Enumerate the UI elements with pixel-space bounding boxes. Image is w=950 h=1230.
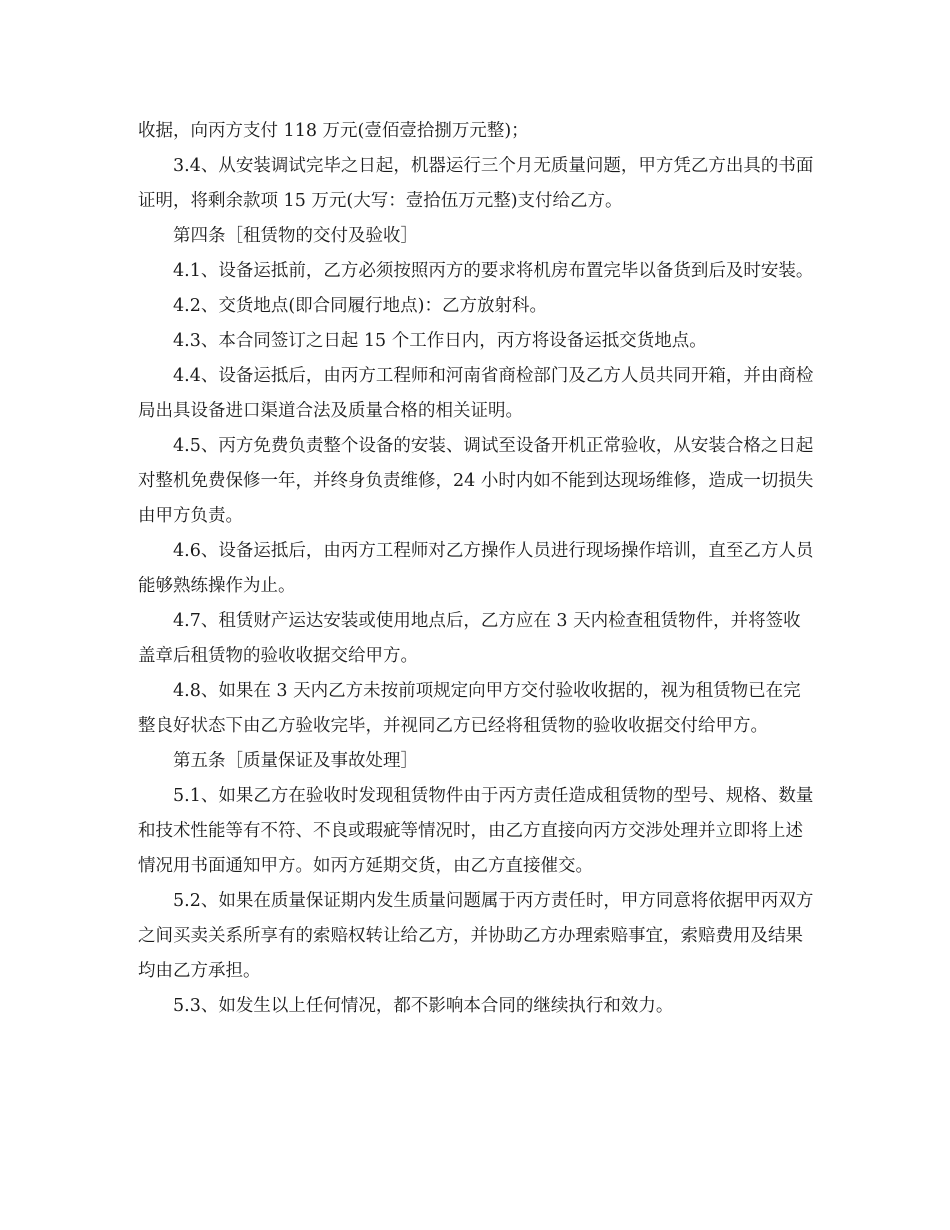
clause-5-1: 5.1、如果乙方在验收时发现租赁物件由于丙方责任造成租赁物的型号、规格、数量和技术性能等有不符、不良或瑕疵等情况时，由乙方直接向丙方交涉处理并立即将上述情况用书面通知甲方。如丙方延期交货，由乙方直接催交。 — [138, 786, 814, 876]
document-body — [138, 114, 818, 1024]
clause-4-6: 4.6、设备运抵后，由丙方工程师对乙方操作人员进行现场操作培训，直至乙方人员能够熟练操作为止。 — [138, 541, 814, 596]
clause-4-8: 4.8、如果在 3 天内乙方未按前项规定向甲方交付验收收据的，视为租赁物已在完整良好状态下由乙方验收完毕，并视同乙方已经将租赁物的验收收据交付给甲方。 — [138, 681, 801, 736]
clause-4-1: 4.1、设备运抵前，乙方必须按照丙方的要求将机房布置完毕以备货到后及时安装。 — [173, 261, 814, 281]
clause-4-3: 4.3、本合同签订之日起 15 个工作日内，丙方将设备运抵交货地点。 — [173, 331, 707, 351]
clause-3-4: 3.4、从安装调试完毕之日起，机器运行三个月无质量问题，甲方凭乙方出具的书面证明，将剩余款项 15 万元(大写：壹拾伍万元整)支付给乙方。 — [138, 156, 814, 211]
article-4-heading: 第四条［租赁物的交付及验收］ — [173, 226, 418, 246]
clause-4-5: 4.5、丙方免费负责整个设备的安装、调试至设备开机正常验收，从安装合格之日起对整机免费保修一年，并终身负责维修，24 小时内如不能到达现场维修，造成一切损失由甲方负责。 — [138, 436, 814, 526]
clause-5-3: 5.3、如发生以上任何情况，都不影响本合同的继续执行和效力。 — [173, 996, 674, 1016]
clause-4-4: 4.4、设备运抵后，由丙方工程师和河南省商检部门及乙方人员共同开箱，并由商检局出具设备进口渠道合法及质量合格的相关证明。 — [138, 366, 814, 421]
article-5-heading: 第五条［质量保证及事故处理］ — [173, 751, 418, 771]
clause-4-2: 4.2、交货地点(即合同履行地点)：乙方放射科。 — [173, 296, 547, 316]
paragraph-continuation: 收据，向丙方支付 118 万元(壹佰壹拾捌万元整)； — [138, 121, 529, 141]
clause-4-7: 4.7、租赁财产运达安装或使用地点后，乙方应在 3 天内检查租赁物件，并将签收盖章后租赁物的验收收据交给甲方。 — [138, 611, 801, 666]
clause-5-2: 5.2、如果在质量保证期内发生质量问题属于丙方责任时，甲方同意将依据甲丙双方之间买卖关系所享有的索赔权转让给乙方，并协助乙方办理索赔事宜，索赔费用及结果均由乙方承担。 — [138, 891, 814, 981]
